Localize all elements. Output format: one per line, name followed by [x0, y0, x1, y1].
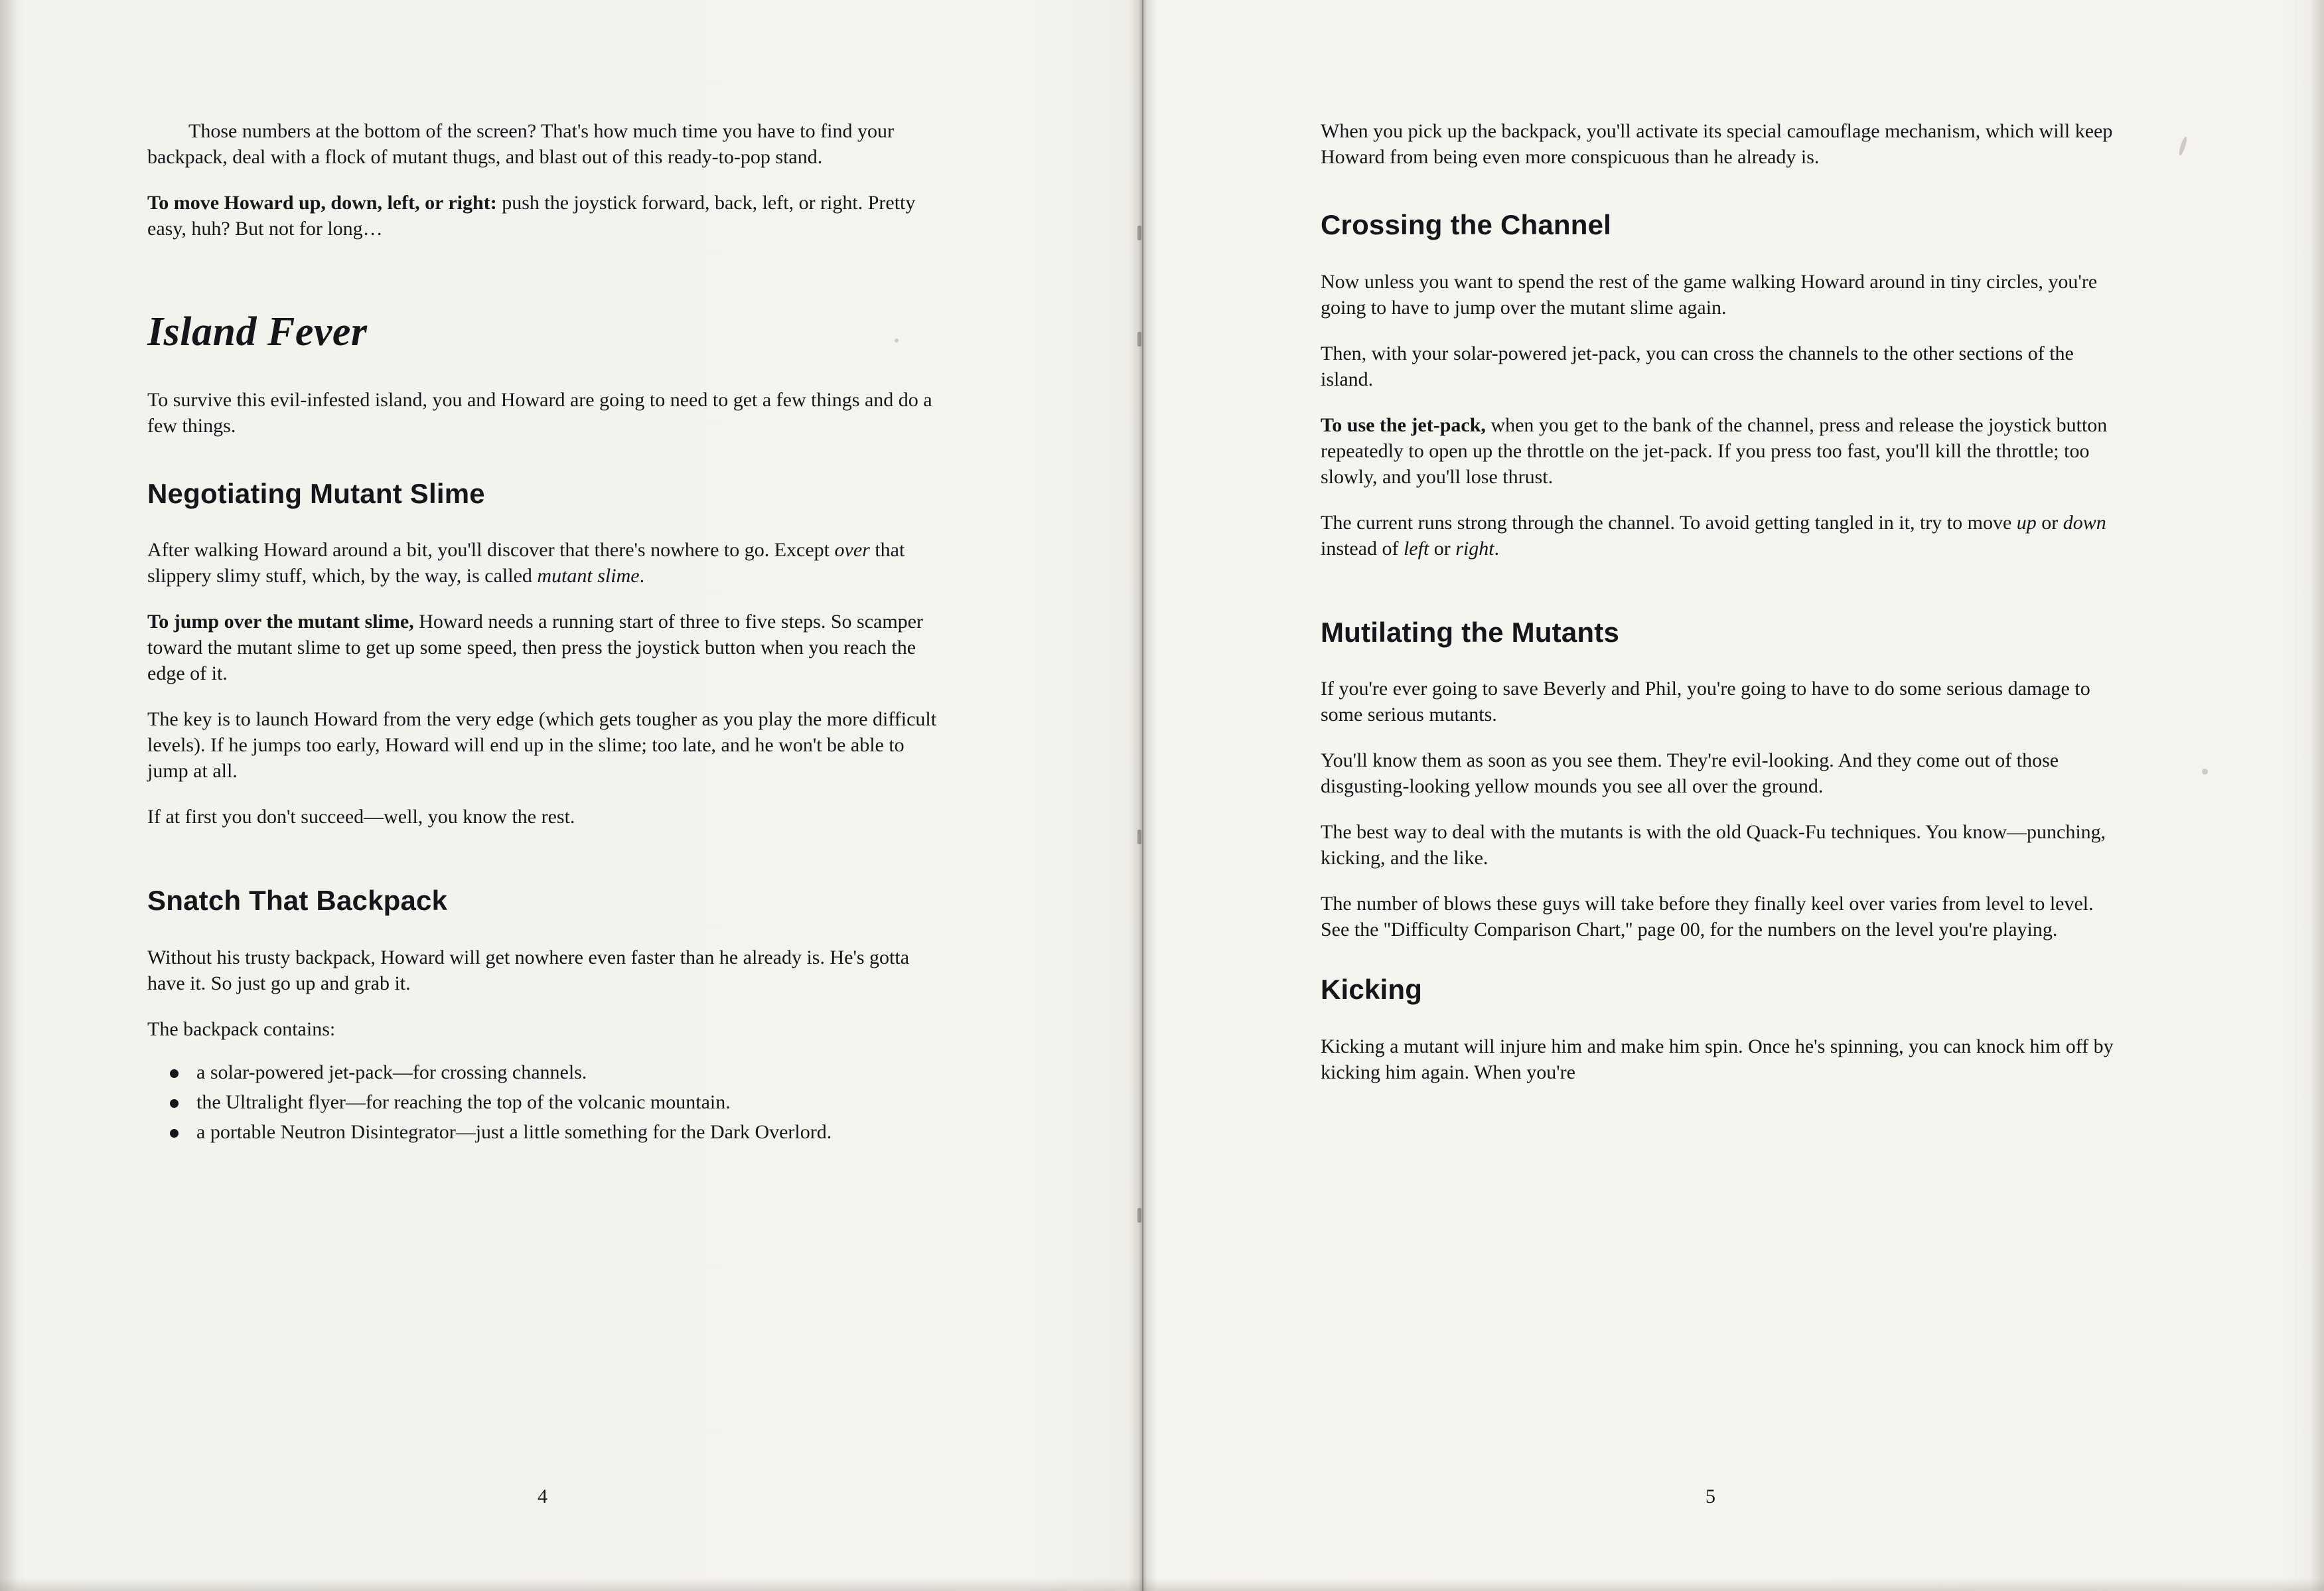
list-item: the Ultralight flyer—for reaching the top of the volcanic mountain. — [167, 1089, 944, 1115]
italic-up: up — [2016, 511, 2037, 534]
paragraph-survive: To survive this evil-infested island, you and Howard are going to need to get a few things and do a few things. — [147, 388, 932, 437]
italic-right: right — [1455, 537, 1494, 560]
italic-down: down — [2063, 511, 2106, 534]
paragraph-slime-discover — [147, 537, 944, 589]
paragraph-move-rest: push the joystick forward, back, left, or right. Pretty easy, huh? But not for long… — [147, 192, 916, 240]
paragraph-intro: Those numbers at the bottom of the screen? That's how much time you have to find your backpack, deal with a flock of mutant thugs, and blast out of this ready-to-pop stand. — [147, 120, 894, 168]
paragraph-backpack-trusty: Without his trusty backpack, Howard will get nowhere even faster than he already is. He's gotta have it. So just go up and grab it. — [147, 946, 910, 994]
paragraph-channel-jetpack-cross: Then, with your solar-powered jet-pack, you can cross the channels to the other sections of the island. — [1321, 342, 2074, 390]
italic-mutant-slime: mutant slime — [537, 565, 640, 587]
page-number-left: 4 — [538, 1485, 547, 1507]
paragraph-jump-over-slime — [147, 609, 944, 686]
text-run: . — [1494, 537, 1500, 560]
binding-center-line — [1142, 0, 1143, 1591]
text-run: or — [2036, 511, 2063, 534]
right-page-text-column — [1321, 118, 2127, 1105]
paragraph-channel-tiny-circles: Now unless you want to spend the rest of the game walking Howard around in tiny circles, you're going to have to jump over the mutant slime again. — [1321, 270, 2098, 319]
staple-mark-middle — [1137, 830, 1141, 844]
text-run: that slippery slimy stuff, which, by the way, is called — [147, 539, 905, 587]
list-item: a solar-powered jet-pack—for crossing channels. — [167, 1059, 944, 1085]
staple-mark-top — [1137, 226, 1141, 240]
text-run: or — [1429, 537, 1456, 560]
paragraph-kicking: Kicking a mutant will injure him and make him spin. Once he's spinning, you can knock him off by kicking him again. When you're — [1321, 1035, 2114, 1083]
paragraph-mutants-quack-fu: The best way to deal with the mutants is with the old Quack-Fu techniques. You know—punching, kicking, and the like. — [1321, 821, 2106, 870]
text-run: After walking Howard around a bit, you'll discover that there's nowhere to go. Except — [147, 539, 835, 562]
paragraph-if-at-first: If at first you don't succeed—well, you know the rest. — [147, 806, 575, 828]
paragraph-move-howard — [147, 190, 944, 242]
list-item: a portable Neutron Disintegrator—just a little something for the Dark Overlord. — [167, 1119, 944, 1145]
paper-speck — [2202, 769, 2208, 775]
paragraph-mutants-evil-looking: You'll know them as soon as you see them. They're evil-looking. And they come out of those disgusting-looking yellow mounds you see all over the ground. — [1321, 749, 2059, 798]
text-run: The current runs strong through the channel. To avoid getting tangled in it, try to move — [1321, 511, 2017, 534]
section-heading-kicking: Kicking — [1321, 974, 1423, 1006]
staple-mark-lower — [1137, 1208, 1141, 1223]
paragraph-current — [1321, 510, 2127, 562]
left-edge-shadow — [0, 0, 17, 1591]
text-run: instead of — [1321, 537, 1404, 560]
bold-lead-jump: To jump over the mutant slime, — [147, 611, 414, 633]
chapter-title: Island Fever — [147, 309, 368, 354]
italic-left: left — [1403, 537, 1429, 560]
paragraph-mutants-blows: The number of blows these guys will take before they finally keel over varies from level to level. See the ''Difficulty Comparison Chart,'' page 00, for the numbers on the level you're playing. — [1321, 893, 2094, 941]
paragraph-camouflage: When you pick up the backpack, you'll activate its special camouflage mechanism, which will keep Howard from being even more conspicuous than he already is. — [1321, 120, 2113, 168]
section-heading-mutilating-the-mutants: Mutilating the Mutants — [1321, 616, 1620, 648]
page-number-right: 5 — [1706, 1485, 1715, 1507]
paragraph-use-jetpack — [1321, 412, 2127, 490]
bold-lead-move: To move Howard up, down, left, or right: — [147, 192, 497, 214]
text-run: . — [639, 565, 645, 587]
section-heading-crossing-the-channel: Crossing the Channel — [1321, 209, 1612, 240]
paragraph-backpack-contains: The backpack contains: — [147, 1018, 336, 1040]
italic-over: over — [834, 539, 870, 562]
bold-lead-jetpack: To use the jet-pack, — [1321, 414, 1486, 436]
paragraph-launch-key: The key is to launch Howard from the very edge (which gets tougher as you play the more difficult levels). If he jumps too early, Howard will end up in the slime; too late, and he won't be able to jump at all. — [147, 708, 937, 783]
paragraph-mutants-save-beverly-phil: If you're ever going to save Beverly and Phil, you're going to have to do some serious damage to some serious mutants. — [1321, 678, 2090, 726]
right-edge-shadow — [2309, 0, 2324, 1591]
staple-mark-upper — [1137, 332, 1141, 346]
paragraph-jump-rest: Howard needs a running start of three to five steps. So scamper toward the mutant slime to get up some speed, then press the joystick button when you reach the edge of it. — [147, 611, 923, 685]
bottom-edge-shadow — [0, 1578, 2324, 1591]
paragraph-jetpack-rest: when you get to the bank of the channel, press and release the joystick button repeatedly to open up the throttle on the jet-pack. If you press too fast, you'll kill the throttle; too slowly, and you'll lose thrust. — [1321, 414, 2108, 488]
section-heading-negotiating-mutant-slime: Negotiating Mutant Slime — [147, 477, 485, 509]
backpack-contents-list — [147, 1059, 944, 1145]
section-heading-snatch-that-backpack: Snatch That Backpack — [147, 885, 448, 917]
left-page-text-column — [147, 118, 944, 1149]
